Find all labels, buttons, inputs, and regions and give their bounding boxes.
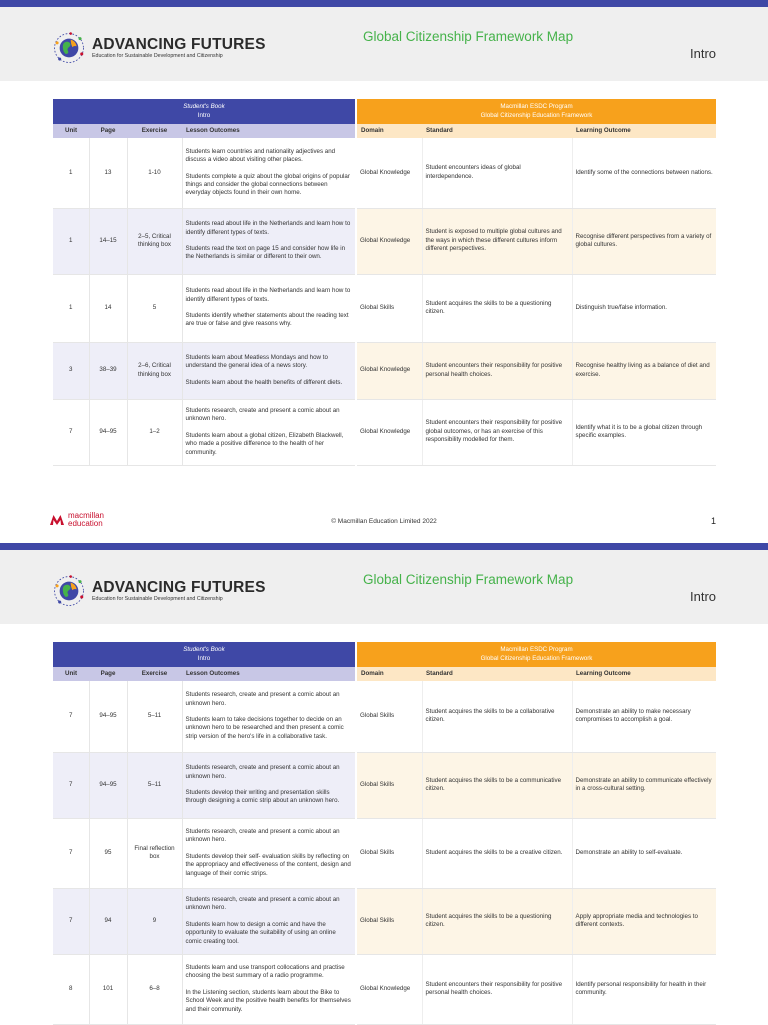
- lesson-outcomes-cell: [182, 681, 356, 752]
- table-row: [53, 818, 716, 888]
- table-row: [53, 954, 716, 1024]
- logo-subtitle: Education for Sustainable Development and Citizenship: [92, 596, 223, 602]
- exercise-cell: Final reflection box: [127, 818, 182, 888]
- top-bar: [0, 543, 768, 550]
- lesson-outcome-text: Students develop their writing and presentation skills through designing a comic strip about an unknown hero.: [185, 789, 340, 805]
- lesson-outcome-text: Students research, create and present a comic about an unknown hero.: [185, 764, 340, 780]
- page-header: [0, 550, 768, 624]
- lesson-outcome-text: Students develop their self- evaluation skills by reflecting on the appropriacy and effectiveness of the content, design and language of their comic strips.: [185, 852, 351, 877]
- column-header-page: Page: [89, 667, 127, 681]
- table-row: [53, 342, 716, 399]
- table-row: [53, 752, 716, 818]
- exercise-cell: 2–5, Critical thinking box: [127, 208, 182, 274]
- students-book-level: Intro: [197, 654, 211, 662]
- column-header-unit: Unit: [53, 124, 89, 138]
- column-header-domain: Domain: [356, 667, 422, 681]
- standard-cell: Student encounters ideas of global interdependence.: [422, 138, 572, 208]
- page-cell: 94: [89, 888, 127, 954]
- page-cell: 94–95: [89, 399, 127, 465]
- domain-cell: Global Knowledge: [356, 208, 422, 274]
- unit-cell: 1: [53, 138, 89, 208]
- domain-cell: Global Skills: [356, 681, 422, 752]
- column-header-lesson-outcomes: Lesson Outcomes: [182, 667, 356, 681]
- table-row: [53, 274, 716, 342]
- esdc-program-header: [356, 99, 716, 124]
- learning-outcome-cell: Distinguish true/false information.: [572, 274, 716, 342]
- learning-outcome-cell: Identify what it is to be a global citizen through specific examples.: [572, 399, 716, 465]
- esdc-program-label: Macmillan ESDC Program: [500, 103, 573, 111]
- advancing-futures-logo: [52, 574, 266, 608]
- page-number: 1: [710, 516, 716, 526]
- column-header-exercise: Exercise: [127, 124, 182, 138]
- exercise-cell: 5–11: [127, 752, 182, 818]
- domain-cell: Global Knowledge: [356, 342, 422, 399]
- framework-table: [53, 99, 716, 466]
- learning-outcome-cell: Identify personal responsibility for health in their community.: [572, 954, 716, 1024]
- lesson-outcomes-cell: [182, 818, 356, 888]
- page-cell: 94–95: [89, 752, 127, 818]
- column-header-domain: Domain: [356, 124, 422, 138]
- globe-icon: [52, 31, 86, 65]
- exercise-cell: 1–2: [127, 399, 182, 465]
- esdc-program-header: [356, 642, 716, 667]
- students-book-label: Student's Book: [183, 103, 225, 111]
- learning-outcome-cell: Apply appropriate media and technologies to different contexts.: [572, 888, 716, 954]
- lesson-outcome-text: Students learn about a global citizen, Elizabeth Blackwell, who made a positive difference to the health of her community.: [185, 431, 344, 456]
- standard-cell: Student is exposed to multiple global cultures and the ways in which these different cultures inform different perspectives.: [422, 208, 572, 274]
- standard-cell: Student acquires the skills to be a creative citizen.: [422, 818, 572, 888]
- domain-cell: Global Knowledge: [356, 954, 422, 1024]
- lesson-outcome-text: Students identify whether statements about the reading text are true or false and give reasons why.: [185, 312, 349, 328]
- students-book-level: Intro: [197, 111, 211, 119]
- unit-cell: 3: [53, 342, 89, 399]
- column-header-lesson-outcomes: Lesson Outcomes: [182, 124, 356, 138]
- lesson-outcome-text: Students learn countries and nationality adjectives and discuss a video about visiting other places.: [185, 147, 336, 164]
- unit-cell: 7: [53, 399, 89, 465]
- column-header-page: Page: [89, 124, 127, 138]
- students-book-header: [53, 99, 356, 124]
- framework-table: [53, 642, 716, 1025]
- domain-cell: Global Knowledge: [356, 138, 422, 208]
- exercise-cell: 5–11: [127, 681, 182, 752]
- learning-outcome-cell: Demonstrate an ability to communicate effectively in a cross-cultural setting.: [572, 752, 716, 818]
- column-header-standard: Standard: [422, 667, 572, 681]
- advancing-futures-logo: [52, 31, 266, 65]
- page-cell: 13: [89, 138, 127, 208]
- lesson-outcomes-cell: [182, 138, 356, 208]
- lesson-outcomes-cell: [182, 274, 356, 342]
- lesson-outcome-text: Students learn to take decisions together to decide on an unknown hero to be researched and then present a comic strip version of the hero's life in a collaborative task.: [185, 716, 344, 740]
- page-cell: 14–15: [89, 208, 127, 274]
- table-row: [53, 208, 716, 274]
- unit-cell: 7: [53, 888, 89, 954]
- document-title: Global Citizenship Framework Map: [363, 29, 574, 44]
- standard-cell: Student encounters their responsibility for positive personal health choices.: [422, 342, 572, 399]
- logo-title: ADVANCING FUTURES: [92, 36, 266, 53]
- framework-label: Global Citizenship Education Framework: [480, 654, 593, 662]
- learning-outcome-cell: Recognise different perspectives from a variety of global cultures.: [572, 208, 716, 274]
- lesson-outcome-text: Students learn and use transport collocations and practise choosing the best summary of a radio programme.: [185, 963, 345, 980]
- standard-cell: Student acquires the skills to be a collaborative citizen.: [422, 681, 572, 752]
- exercise-cell: 5: [127, 274, 182, 342]
- framework-label: Global Citizenship Education Framework: [480, 111, 593, 119]
- standard-cell: Student acquires the skills to be a questioning citizen.: [422, 274, 572, 342]
- domain-cell: Global Skills: [356, 818, 422, 888]
- learning-outcome-cell: Identify some of the connections between nations.: [572, 138, 716, 208]
- lesson-outcome-text: Students read the text on page 15 and consider how life in the Netherlands is similar or different to their own.: [185, 245, 346, 261]
- lesson-outcome-text: Students learn about Meatless Mondays and how to understand the general idea of a news story.: [185, 353, 328, 370]
- macmillan-brand-line2: education: [68, 519, 103, 528]
- top-bar: [0, 0, 768, 7]
- table-row: [53, 888, 716, 954]
- lesson-outcome-text: Students learn about the health benefits of different diets.: [185, 378, 343, 386]
- unit-cell: 7: [53, 752, 89, 818]
- page-cell: 94–95: [89, 681, 127, 752]
- lesson-outcomes-cell: [182, 208, 356, 274]
- standard-cell: Student acquires the skills to be a questioning citizen.: [422, 888, 572, 954]
- students-book-header: [53, 642, 356, 667]
- page-cell: 101: [89, 954, 127, 1024]
- column-header-unit: Unit: [53, 667, 89, 681]
- page-cell: 38–39: [89, 342, 127, 399]
- learning-outcome-cell: Demonstrate an ability to make necessary compromises to accomplish a goal.: [572, 681, 716, 752]
- column-header-learning-outcome: Learning Outcome: [572, 667, 716, 681]
- exercise-cell: 6–8: [127, 954, 182, 1024]
- page-cell: 95: [89, 818, 127, 888]
- students-book-label: Student's Book: [183, 646, 225, 654]
- document-page: [0, 543, 768, 1024]
- section-name: Intro: [689, 46, 716, 61]
- exercise-cell: 1-10: [127, 138, 182, 208]
- lesson-outcome-text: Students complete a quiz about the global origins of popular things and consider the global connections between everyday objects found in their own home.: [185, 172, 350, 197]
- unit-cell: 1: [53, 208, 89, 274]
- page-footer: [0, 508, 768, 536]
- unit-cell: 1: [53, 274, 89, 342]
- domain-cell: Global Skills: [356, 752, 422, 818]
- standard-cell: Student acquires the skills to be a communicative citizen.: [422, 752, 572, 818]
- domain-cell: Global Skills: [356, 888, 422, 954]
- lesson-outcomes-cell: [182, 888, 356, 954]
- unit-cell: 8: [53, 954, 89, 1024]
- page-header: [0, 7, 768, 81]
- lesson-outcome-text: Students research, create and present a comic about an unknown hero.: [185, 406, 340, 423]
- section-name: Intro: [689, 589, 716, 604]
- lesson-outcome-text: Students read about life in the Netherlands and learn how to identify different types of texts.: [185, 220, 351, 236]
- exercise-cell: 2–6, Critical thinking box: [127, 342, 182, 399]
- lesson-outcome-text: Students research, create and present a comic about an unknown hero.: [185, 895, 340, 912]
- unit-cell: 7: [53, 818, 89, 888]
- macmillan-brand-line1: macmillan: [68, 511, 105, 520]
- learning-outcome-cell: Demonstrate an ability to self-evaluate.: [572, 818, 716, 888]
- domain-cell: Global Knowledge: [356, 399, 422, 465]
- copyright-text: © Macmillan Education Limited 2022: [331, 518, 437, 525]
- lesson-outcome-text: In the Listening section, students learn about the Bike to School Week and the positive health benefits for themselves and their community.: [185, 988, 351, 1013]
- learning-outcome-cell: Recognise healthy living as a balance of diet and exercise.: [572, 342, 716, 399]
- logo-subtitle: Education for Sustainable Development and Citizenship: [92, 53, 223, 59]
- lesson-outcome-text: Students research, create and present a comic about an unknown hero.: [185, 691, 340, 707]
- table-row: [53, 681, 716, 752]
- unit-cell: 7: [53, 681, 89, 752]
- table-row: [53, 399, 716, 465]
- lesson-outcomes-cell: [182, 342, 356, 399]
- table-row: [53, 138, 716, 208]
- column-header-learning-outcome: Learning Outcome: [572, 124, 716, 138]
- logo-title: ADVANCING FUTURES: [92, 579, 266, 596]
- lesson-outcome-text: Students research, create and present a comic about an unknown hero.: [185, 827, 340, 844]
- document-title: Global Citizenship Framework Map: [363, 572, 574, 587]
- standard-cell: Student encounters their responsibility for positive personal health choices.: [422, 954, 572, 1024]
- lesson-outcome-text: Students learn how to design a comic and have the opportunity to evaluate the suitability of using an online comic creating tool.: [185, 920, 336, 945]
- column-header-exercise: Exercise: [127, 667, 182, 681]
- lesson-outcomes-cell: [182, 954, 356, 1024]
- column-header-standard: Standard: [422, 124, 572, 138]
- exercise-cell: 9: [127, 888, 182, 954]
- lesson-outcomes-cell: [182, 399, 356, 465]
- globe-icon: [52, 574, 86, 608]
- standard-cell: Student encounters their responsibility for positive global outcomes, or has an exercise of this responsibility modelled for them.: [422, 399, 572, 465]
- lesson-outcome-text: Students read about life in the Netherlands and learn how to identify different types of texts.: [185, 287, 351, 303]
- lesson-outcomes-cell: [182, 752, 356, 818]
- domain-cell: Global Skills: [356, 274, 422, 342]
- esdc-program-label: Macmillan ESDC Program: [500, 646, 573, 654]
- page-cell: 14: [89, 274, 127, 342]
